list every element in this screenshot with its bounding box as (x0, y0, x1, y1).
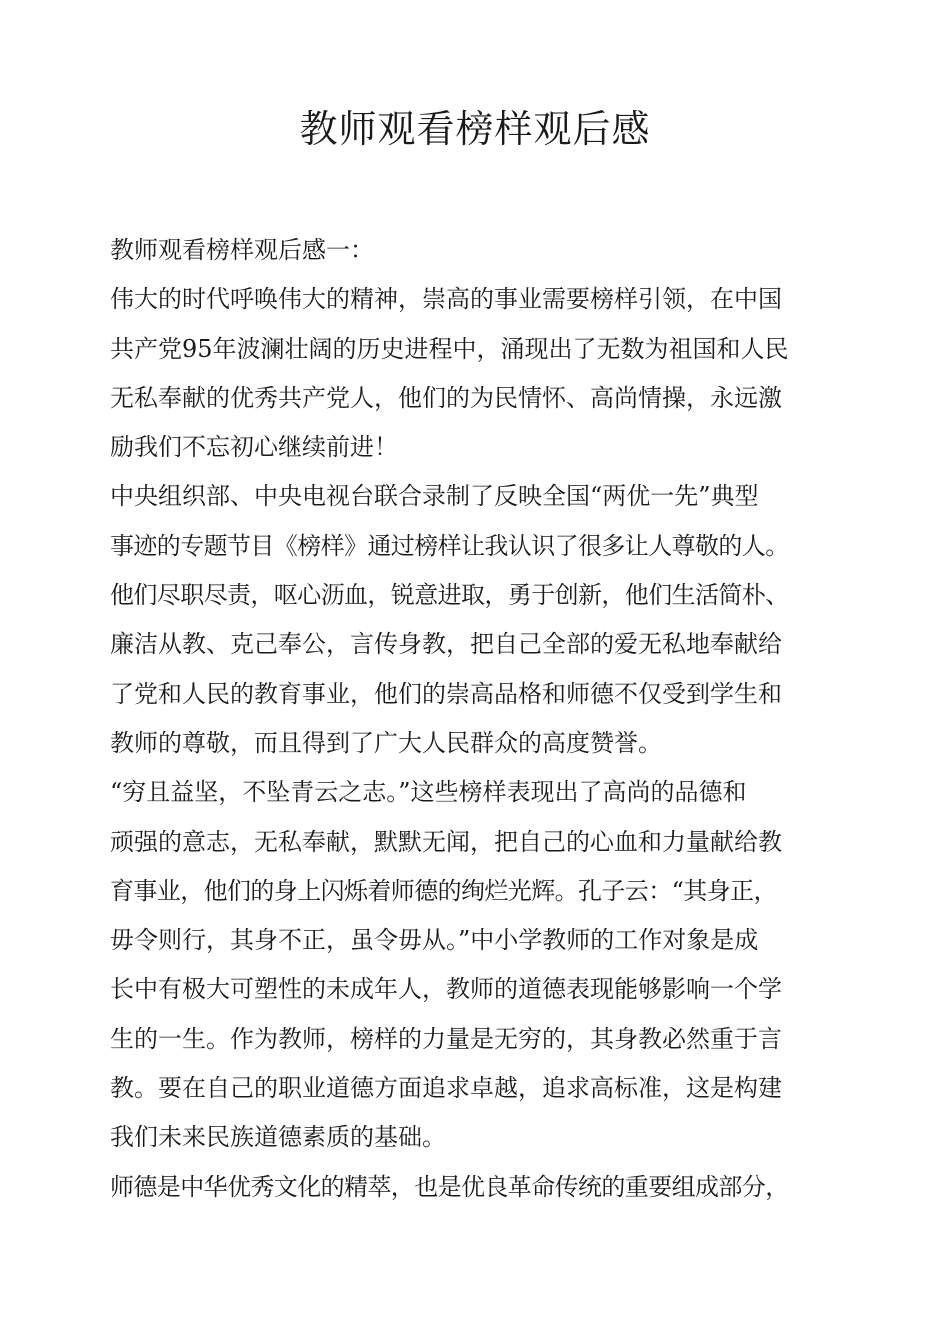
document-title: 教师观看榜样观后感 (299, 107, 651, 151)
paragraph-line: 中央组织部、中央电视台联合录制了反映全国“两优一先”典型 (110, 482, 759, 511)
document-body (110, 226, 870, 1212)
paragraph-line: 顽强的意志，无私奉献，默默无闻，把自己的心血和力量献给教 (110, 827, 782, 856)
paragraph-line: 事迹的专题节目《榜样》通过榜样让我认识了很多让人尊敬的人。 (110, 531, 789, 560)
paragraph-line: 共产党95年波澜壮阔的历史进程中，涌现出了无数为祖国和人民 (110, 334, 789, 363)
paragraph-line: 教师的尊敬，而且得到了广大人民群众的高度赞誉。 (110, 728, 662, 757)
paragraph-line: 励我们不忘初心继续前进！ (110, 433, 398, 462)
paragraph-line: 育事业，他们的身上闪烁着师德的绚烂光辉。孔子云：“其身正， (110, 876, 777, 905)
paragraph-line: 我们未来民族道德素质的基础。 (110, 1123, 446, 1152)
paragraph-line: 廉洁从教、克己奉公，言传身教，把自己全部的爱无私地奉献给 (110, 630, 782, 659)
paragraph-line: 伟大的时代呼唤伟大的精神，崇高的事业需要榜样引领，在中国 (110, 285, 782, 314)
paragraph-line: 了党和人民的教育事业，他们的崇高品格和师德不仅受到学生和 (110, 679, 782, 708)
section-heading: 教师观看榜样观后感一： (110, 236, 374, 264)
paragraph-line: 毋令则行，其身不正，虽令毋从。”中小学教师的工作对象是成 (110, 926, 759, 955)
paragraph-line: 生的一生。作为教师，榜样的力量是无穷的，其身教必然重于言 (110, 1024, 782, 1053)
paragraph-line: 长中有极大可塑性的未成年人，教师的道德表现能够影响一个学 (110, 975, 782, 1004)
paragraph-line: 无私奉献的优秀共产党人，他们的为民情怀、高尚情操，永远激 (110, 383, 782, 412)
paragraph-line: “穷且益坚，不坠青云之志。”这些榜样表现出了高尚的品德和 (110, 778, 747, 807)
paragraph-line: 教。要在自己的职业道德方面追求卓越，追求高标准，这是构建 (110, 1074, 782, 1103)
paragraph-line: 他们尽职尽责，呕心沥血，锐意进取，勇于创新，他们生活简朴、 (110, 581, 789, 610)
paragraph-line: 师德是中华优秀文化的精萃，也是优良革命传统的重要组成部分， (110, 1172, 789, 1201)
